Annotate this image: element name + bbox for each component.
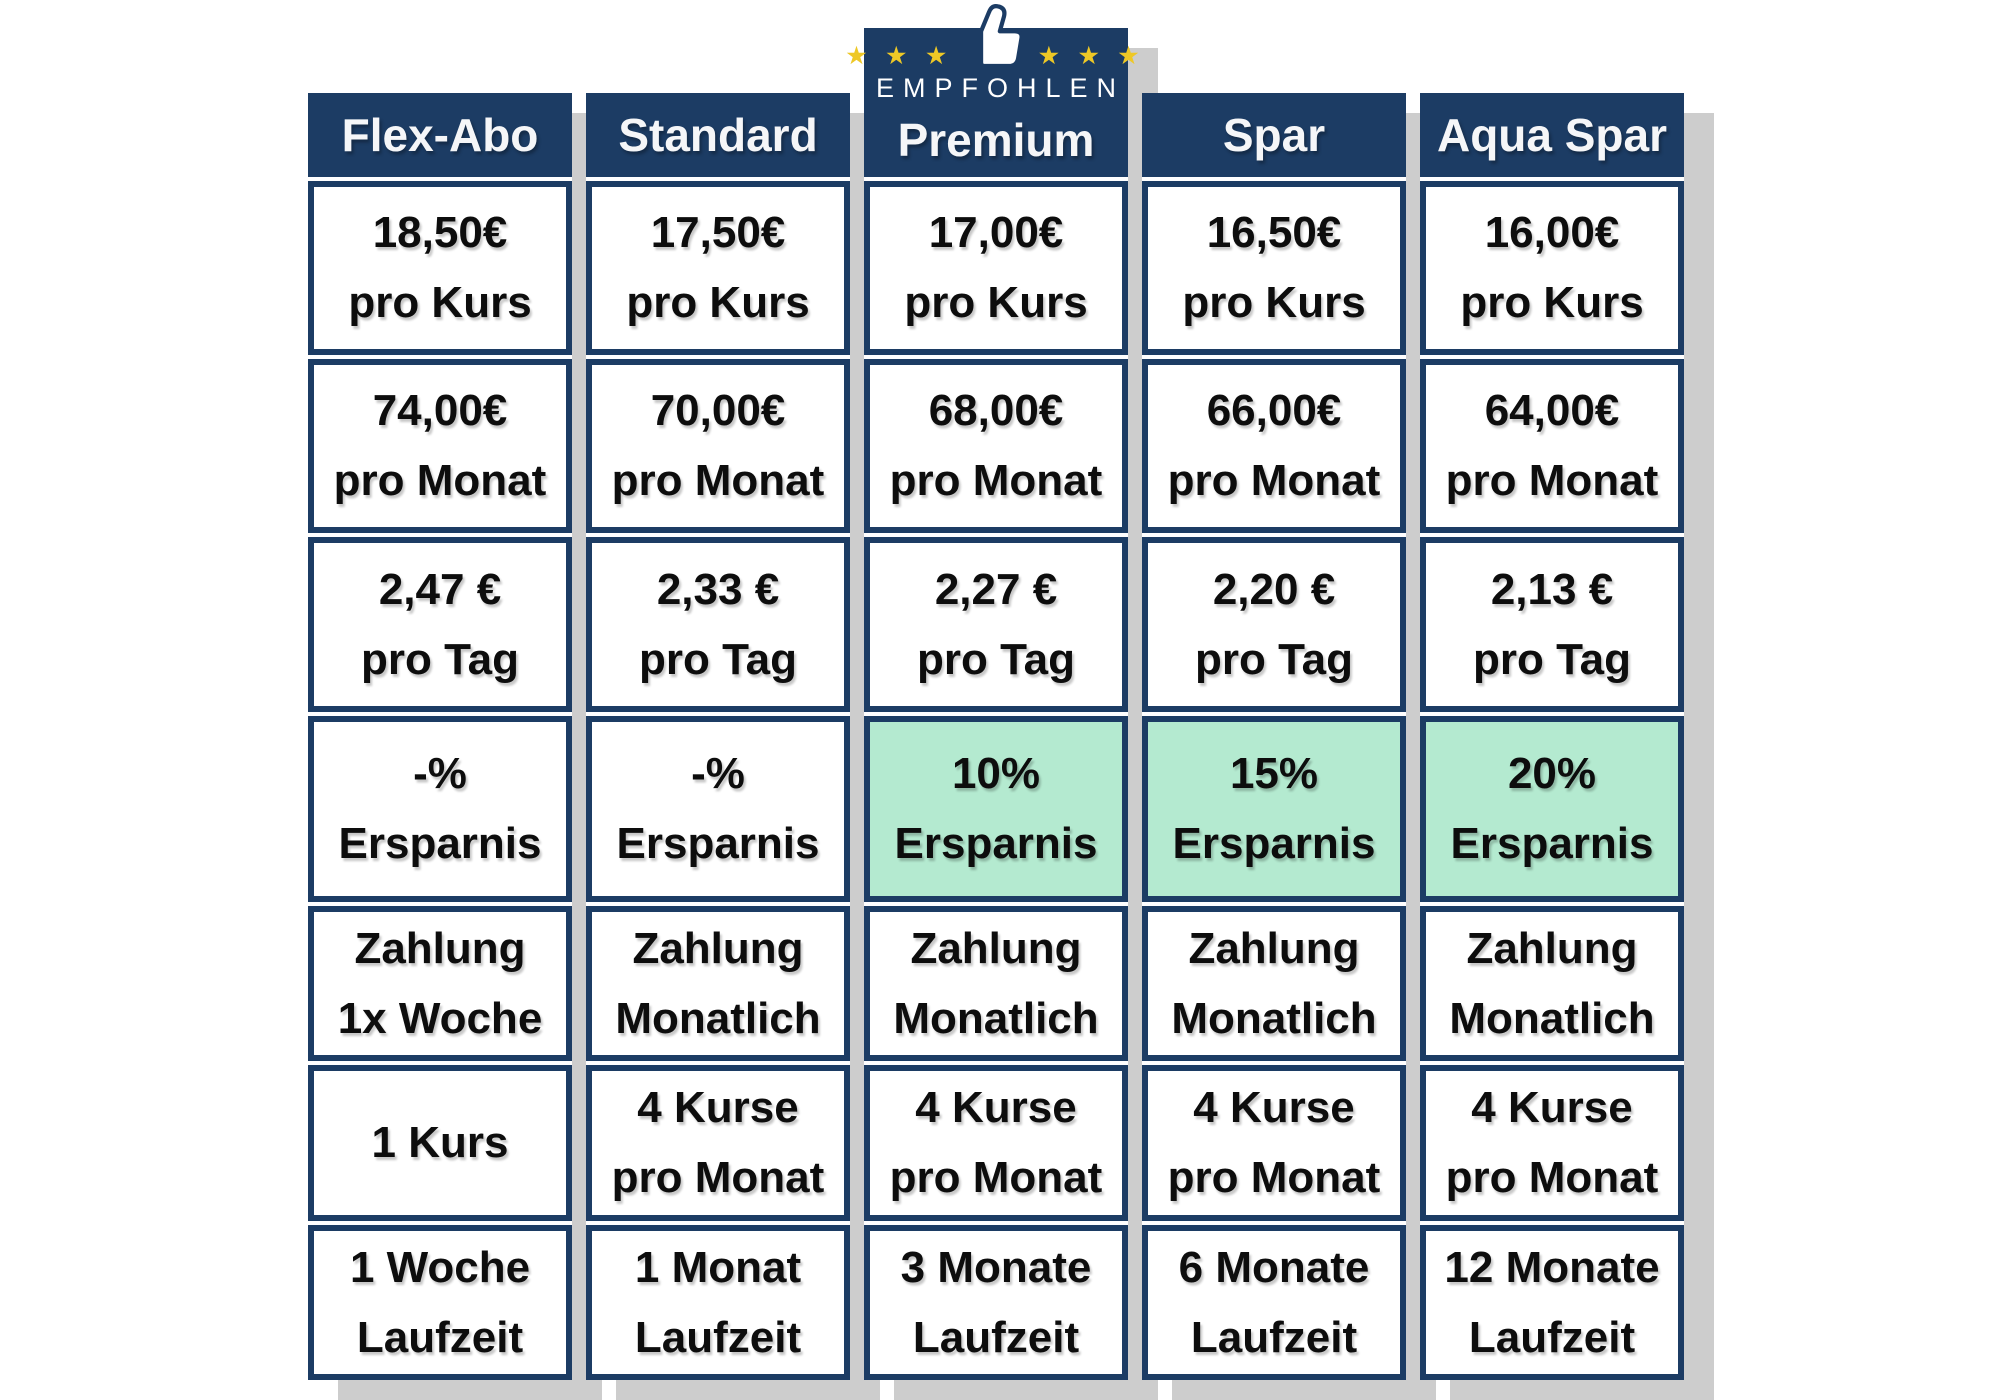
savings-cell <box>1142 716 1406 902</box>
plan-header: Spar <box>1142 93 1406 177</box>
cell-line2: Ersparnis <box>338 819 542 868</box>
savings-cell <box>586 716 850 902</box>
cell-line2: Monatlich <box>1449 993 1655 1043</box>
duration-cell <box>586 1225 850 1380</box>
thumbs-up-icon <box>967 2 1027 70</box>
cell-line1: 1 Monat <box>634 1242 802 1292</box>
cell-line2: pro Tag <box>638 634 798 684</box>
cell-line2: 1x Woche <box>337 993 543 1043</box>
cell-line1: 17,00€ <box>928 208 1064 257</box>
payment-cell <box>308 906 572 1061</box>
cell-line1: 20% <box>1507 749 1597 798</box>
cell-line2: pro Monat <box>1445 456 1659 505</box>
price-per-course-cell <box>1420 181 1684 355</box>
cell-line1: 66,00€ <box>1206 386 1342 435</box>
duration-cell <box>1142 1225 1406 1380</box>
cell-line2: pro Monat <box>611 1153 825 1202</box>
cell-line1: 6 Monate <box>1178 1242 1370 1292</box>
duration-cell <box>1420 1225 1684 1380</box>
cell-line2: pro Monat <box>889 1153 1103 1202</box>
cell-line2: pro Monat <box>1167 1153 1381 1202</box>
cell-line2: Monatlich <box>615 993 821 1043</box>
cell-line2: pro Tag <box>916 634 1076 684</box>
cell-line1: Zahlung <box>354 923 526 973</box>
cell-line1: 4 Kurse <box>1193 1083 1355 1132</box>
cell-line1: 16,50€ <box>1206 208 1342 257</box>
plan-column-aqua-spar <box>1420 93 1684 1380</box>
price-per-month-cell <box>1142 359 1406 533</box>
cell-line2: Ersparnis <box>894 819 1098 868</box>
plan-header: Standard <box>586 93 850 177</box>
cell-line1: -% <box>413 749 467 798</box>
cell-line1: Zahlung <box>1188 923 1360 973</box>
cell-line1: 2,33 € <box>656 564 780 614</box>
cell-line2: pro Kurs <box>904 278 1088 327</box>
cell-line1: -% <box>691 749 745 798</box>
cell-line1: Zahlung <box>632 923 804 973</box>
price-per-day-cell <box>308 537 572 712</box>
plan-header: Aqua Spar <box>1420 93 1684 177</box>
cell-line2: Ersparnis <box>616 819 820 868</box>
duration-cell <box>864 1225 1128 1380</box>
price-per-day-cell <box>586 537 850 712</box>
price-per-month-cell <box>1420 359 1684 533</box>
savings-cell <box>1420 716 1684 902</box>
price-per-month-cell <box>586 359 850 533</box>
savings-cell <box>308 716 572 902</box>
cell-line1: Zahlung <box>1466 923 1638 973</box>
cell-line2: Monatlich <box>893 993 1099 1043</box>
cell-line1: 4 Kurse <box>915 1083 1077 1132</box>
cell-line2: pro Monat <box>1445 1153 1659 1202</box>
price-per-month-cell <box>308 359 572 533</box>
price-per-day-cell <box>1142 537 1406 712</box>
cell-line2: Monatlich <box>1171 993 1377 1043</box>
plan-column-standard <box>586 93 850 1380</box>
courses-cell <box>1142 1065 1406 1221</box>
cell-line2: pro Kurs <box>1182 278 1366 327</box>
courses-cell <box>586 1065 850 1221</box>
courses-cell <box>308 1065 572 1221</box>
savings-cell <box>864 716 1128 902</box>
cell-line1: 1 Woche <box>349 1242 531 1292</box>
cell-line1: 18,50€ <box>372 208 508 257</box>
cell-line1: 2,20 € <box>1212 564 1336 614</box>
price-per-course-cell <box>308 181 572 355</box>
cell-line1: 2,27 € <box>934 564 1058 614</box>
star-icons-right: ★ ★ ★ <box>1039 43 1146 68</box>
payment-cell <box>1142 906 1406 1061</box>
plan-column-premium <box>846 28 1146 1380</box>
courses-cell <box>864 1065 1128 1221</box>
cell-line2: pro Kurs <box>626 278 810 327</box>
cell-line2: Ersparnis <box>1172 819 1376 868</box>
cell-line1: 1 Kurs <box>371 1118 509 1167</box>
cell-line2: pro Monat <box>333 456 547 505</box>
plan-header: Flex-Abo <box>308 93 572 177</box>
star-icons-left: ★ ★ ★ <box>846 43 953 68</box>
cell-line2: Ersparnis <box>1450 819 1654 868</box>
duration-cell <box>308 1225 572 1380</box>
payment-cell <box>1420 906 1684 1061</box>
cell-line1: 64,00€ <box>1484 386 1620 435</box>
plan-column-flex-abo <box>308 93 572 1380</box>
payment-cell <box>864 906 1128 1061</box>
cell-line1: 2,13 € <box>1490 564 1614 614</box>
payment-cell <box>586 906 850 1061</box>
price-per-month-cell <box>864 359 1128 533</box>
plan-title: Premium <box>897 114 1095 166</box>
courses-cell <box>1420 1065 1684 1221</box>
cell-line2: pro Kurs <box>348 278 532 327</box>
cell-line1: 16,00€ <box>1484 208 1620 257</box>
cell-line2: Laufzeit <box>356 1312 524 1362</box>
plan-column-spar <box>1142 93 1406 1380</box>
recommended-badge-label: EMPFOHLEN <box>875 73 1126 103</box>
cell-line1: 74,00€ <box>372 386 508 435</box>
cell-line2: Laufzeit <box>912 1312 1080 1362</box>
cell-line1: 2,47 € <box>378 564 502 614</box>
cell-line2: pro Tag <box>1472 634 1632 684</box>
cell-line2: Laufzeit <box>634 1312 802 1362</box>
cell-line2: pro Kurs <box>1460 278 1644 327</box>
cell-line1: 70,00€ <box>650 386 786 435</box>
cell-line1: 4 Kurse <box>637 1083 799 1132</box>
cell-line1: Zahlung <box>910 923 1082 973</box>
cell-line2: pro Monat <box>1167 456 1381 505</box>
cell-line1: 17,50€ <box>650 208 786 257</box>
cell-line2: pro Tag <box>1194 634 1354 684</box>
cell-line1: 3 Monate <box>900 1242 1092 1292</box>
cell-line1: 68,00€ <box>928 386 1064 435</box>
cell-line2: Laufzeit <box>1468 1312 1636 1362</box>
cell-line2: Laufzeit <box>1190 1312 1358 1362</box>
cell-line1: 15% <box>1229 749 1319 798</box>
cell-line1: 12 Monate <box>1444 1242 1660 1292</box>
cell-line2: pro Monat <box>611 456 825 505</box>
price-per-course-cell <box>864 181 1128 355</box>
cell-line2: pro Tag <box>360 634 520 684</box>
price-per-course-cell <box>586 181 850 355</box>
price-per-day-cell <box>1420 537 1684 712</box>
cell-line1: 10% <box>951 749 1041 798</box>
price-per-day-cell <box>864 537 1128 712</box>
price-per-course-cell <box>1142 181 1406 355</box>
cell-line1: 4 Kurse <box>1471 1083 1633 1132</box>
cell-line2: pro Monat <box>889 456 1103 505</box>
